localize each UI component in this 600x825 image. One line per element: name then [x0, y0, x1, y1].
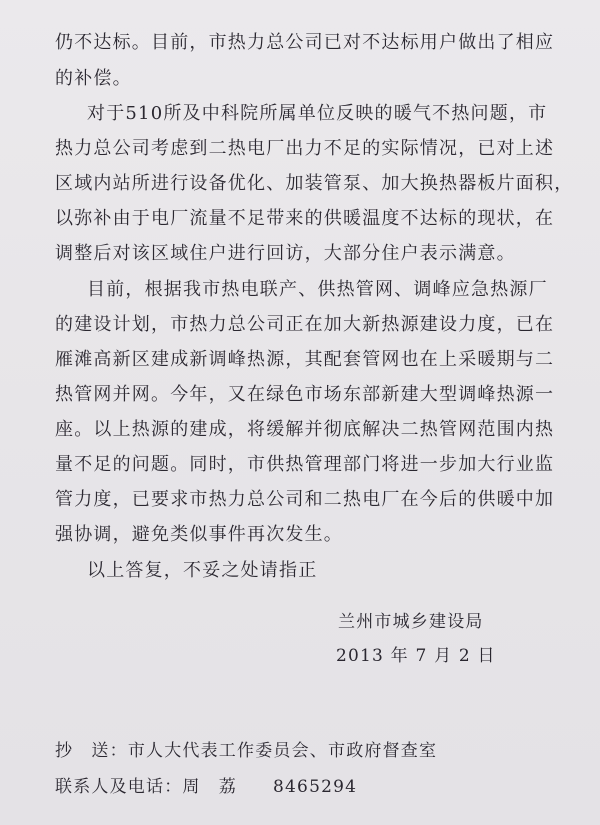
body-line: 量不足的问题。同时，市供热管理部门将进一步加大行业监: [55, 454, 555, 475]
body-line: 区域内站所进行设备优化、加装管泵、加大换热器板片面积，: [55, 173, 574, 194]
body-line: 强协调，避免类似事件再次发生。: [55, 524, 343, 545]
body-line: 仍不达标。目前，市热力总公司已对不达标用户做出了相应: [55, 32, 555, 53]
contact-name: 周 荔: [182, 777, 238, 797]
contact-label: 联系人及电话：: [55, 777, 183, 797]
signature-organization: 兰州市城乡建设局: [338, 612, 484, 632]
body-line: 调整后对该区域住户进行回访，大部分住户表示满意。: [55, 243, 516, 264]
body-line: 座。以上热源的建成，将缓解并彻底解决二热管网范围内热: [55, 419, 555, 440]
contact-phone: 8465294: [273, 777, 358, 797]
cc-recipients: 市人大代表工作委员会、市政府督查室: [127, 741, 438, 761]
contact-line: [55, 776, 357, 798]
body-line: 的建设计划，市热力总公司正在加大新热源建设力度，已在: [55, 314, 555, 335]
body-line: 目前，根据我市热电联产、供热管网、调峰应急热源厂: [87, 279, 548, 300]
body-line: 热力总公司考虑到二热电厂出力不足的实际情况，已对上述: [55, 138, 555, 159]
cc-label: 抄 送：: [55, 741, 128, 761]
body-line: 的补偿。: [55, 68, 132, 89]
body-line: 管力度，已要求市热力总公司和二热电厂在今后的供暖中加: [55, 489, 555, 510]
body-line: 以弥补由于电厂流量不足带来的供暖温度不达标的现状，在: [55, 208, 555, 229]
signature-date: 2013 年 7 月 2 日: [336, 646, 496, 666]
body-line: 对于510所及中科院所属单位反映的暖气不热问题，市: [87, 103, 548, 124]
body-line: 热管网并网。今年，又在绿色市场东部新建大型调峰热源一: [55, 384, 555, 405]
body-line: 以上答复，不妥之处请指正: [87, 560, 318, 581]
cc-line: [55, 740, 437, 762]
body-line: 雁滩高新区建成新调峰热源，其配套管网也在上采暖期与二: [55, 349, 555, 370]
